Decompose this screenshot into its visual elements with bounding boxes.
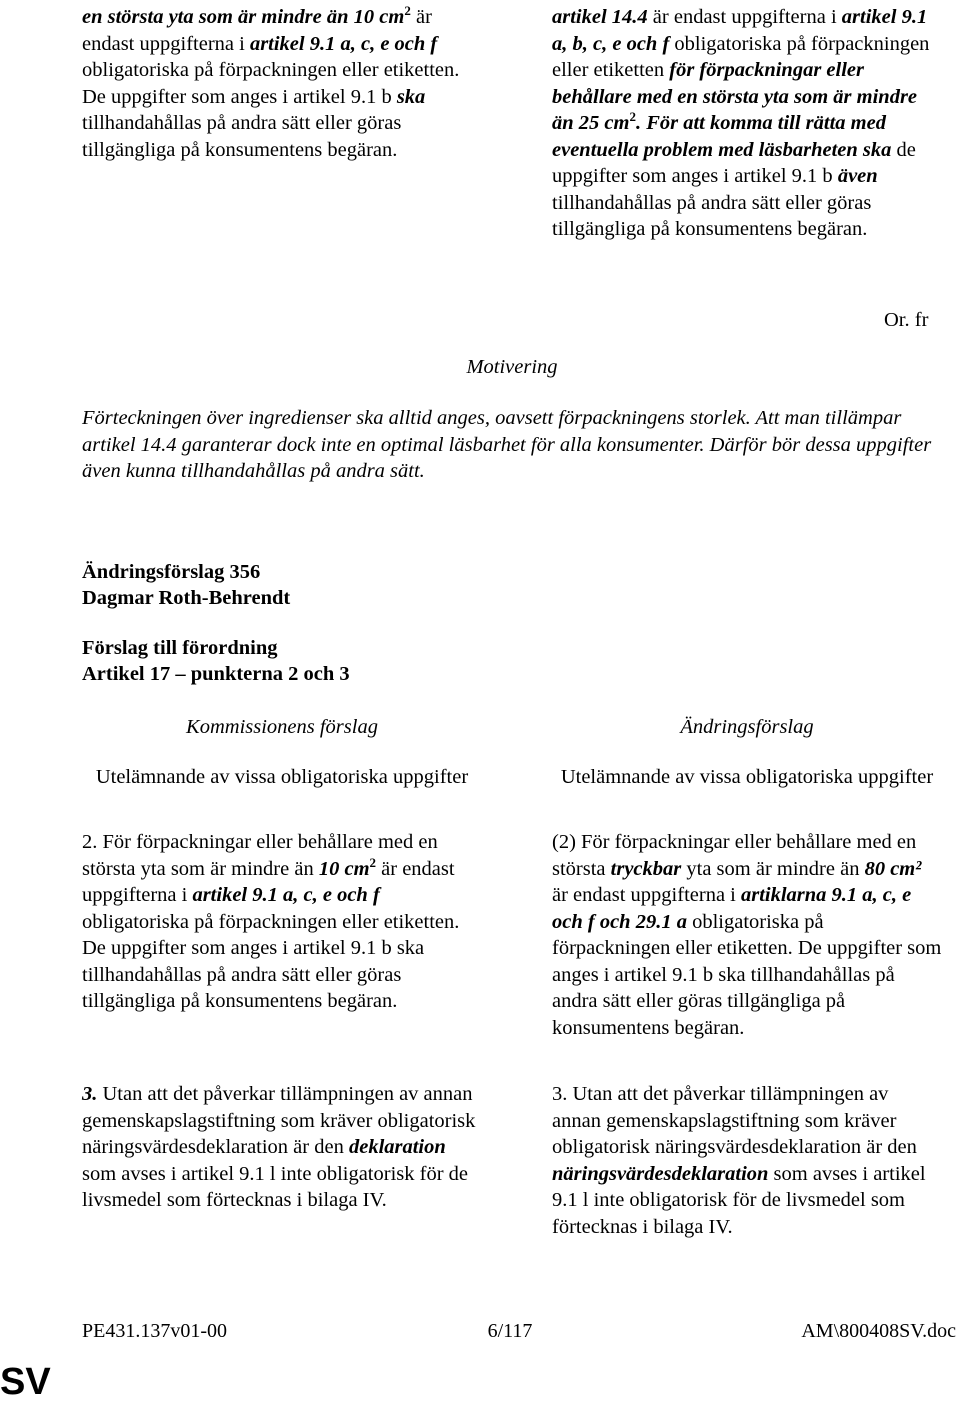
rp2-bold-2: tryckbar (610, 857, 682, 880)
tr-text-4: obligatoriska på förpackningen eller etiketten (552, 32, 930, 81)
lp3-text-2: Utan att det påverkar tillämpningen av annan gemenskapslagstiftning som kräver obligatorisk näringsvärdesdeklaration är den (82, 1083, 476, 1158)
tl-bold-3: artikel 9.1 a, c, e och f (249, 32, 438, 55)
lp3-bold-3: deklaration (348, 1136, 446, 1158)
tr-bold-3: artikel 9.1 a, b, c, e och f (552, 6, 928, 55)
amendment-author: Dagmar Roth-Behrendt (82, 587, 291, 609)
right-paragraph-2 (552, 829, 942, 1041)
lp3-bold-1: 3. (82, 1083, 98, 1105)
motivering-heading: Motivering (466, 356, 558, 378)
motivering-body: Förteckningen över ingredienser ska alltid anges, oavsett förpackningens storlek. Att man tillämpar artikel 14.4 garanterar dock inte en optimal läsbarhet för alla konsumenter. Därför bör dessa uppgifter även kunna tillhandahållas på andra sätt. (82, 407, 932, 482)
tr-bold-6: . För att komma till rätta med eventuella problem med läsbarheten ska (552, 112, 892, 161)
rp2-bold-6: artiklarna 9.1 a, c, e och f och 29.1 a (552, 884, 912, 933)
language-label: SV (0, 1361, 51, 1403)
original-language-label: Or. fr (884, 309, 929, 331)
lp3-text-4: som avses i artikel 9.1 l inte obligatorisk för de livsmedel som förtecknas i bilaga IV. (82, 1162, 469, 1211)
tr-bold-1: artikel 14.4 (552, 6, 648, 28)
rp3-bold-2: näringsvärdesdeklaration (552, 1162, 769, 1185)
left-column-subtitle: Utelämnande av vissa obligatoriska uppgifter (95, 766, 469, 788)
tl-sup: 2 (404, 3, 411, 19)
tr-text-2: är endast uppgifterna i (647, 6, 842, 28)
lp2-bold-4: artikel 9.1 a, c, e och f (192, 884, 380, 906)
tr-sup: 2 (629, 109, 636, 125)
tl-text-2: är endast uppgifterna i (82, 6, 432, 55)
lp2-text-5: obligatoriska på förpackningen eller etiketten. De uppgifter som anges i artikel 9.1 b ska tillhandahållas på andra sätt eller göras tillgängliga på konsumentens begäran. (82, 910, 460, 1012)
tr-text-7: de uppgifter som anges i artikel 9.1 b (552, 138, 916, 187)
lp2-sup: 2 (369, 854, 377, 870)
rp2-text-5: är endast uppgifterna i (552, 884, 741, 906)
right-column-subtitle: Utelämnande av vissa obligatoriska uppgifter (560, 766, 934, 788)
proposal-title: Förslag till förordning (82, 637, 278, 659)
lp2-bold-2: 10 cm (318, 857, 370, 880)
top-right-paragraph (552, 4, 942, 243)
tl-bold-1: en största yta som är mindre än 10 cm (82, 6, 405, 28)
left-column-header: Kommissionens förslag (186, 716, 378, 738)
left-paragraph-3 (82, 1081, 482, 1214)
article-reference: Artikel 17 – punkterna 2 och 3 (82, 663, 350, 685)
rp2-text-3: yta som är mindre än (681, 857, 865, 880)
lp2-text-3: är endast uppgifterna i (82, 857, 455, 906)
tr-bold-8: även (837, 165, 878, 187)
footer-filename: AM\800408SV.doc (801, 1320, 956, 1342)
right-column-header: Ändringsförslag (680, 716, 814, 738)
rp3-text-3: som avses i artikel 9.1 l inte obligatorisk för de livsmedel som förtecknas i bilaga IV. (552, 1162, 926, 1238)
tl-bold-5: ska (396, 85, 426, 108)
tl-text-4: obligatoriska på förpackningen eller etiketten. De uppgifter som anges i artikel 9.1 b (82, 59, 460, 108)
rp2-text-7: obligatoriska på förpackningen eller etiketten. De uppgifter som anges i artikel 9.1 b ska tillhandahållas på andra sätt eller göras tillgängliga på konsumentens begäran. (552, 910, 942, 1039)
footer-page-number: 6/117 (487, 1320, 533, 1342)
left-paragraph-2 (82, 829, 482, 1015)
lp2-text-1: 2. För förpackningar eller behållare med en största yta som är mindre än (82, 831, 438, 880)
rp3-text-1: 3. Utan att det påverkar tillämpningen av annan gemenskapslagstiftning som kräver obligatorisk näringsvärdesdeklaration är den (552, 1083, 917, 1158)
rp2-text-1: (2) För förpackningar eller behållare med en största (552, 831, 917, 880)
rp2-bold-4: 80 cm² (864, 857, 922, 880)
tr-text-9: tillhandahållas på andra sätt eller göras tillgängliga på konsumentens begäran. (552, 191, 872, 240)
footer-doc-ref: PE431.137v01-00 (82, 1320, 227, 1342)
amendment-number: Ändringsförslag 356 (82, 561, 261, 583)
top-left-paragraph (82, 4, 482, 163)
tl-text-6: tillhandahållas på andra sätt eller göras tillgängliga på konsumentens begäran. (82, 112, 402, 161)
tr-bold-5: för förpackningar eller behållare med en största yta som är mindre än 25 cm (552, 59, 918, 134)
right-paragraph-3 (552, 1081, 942, 1240)
